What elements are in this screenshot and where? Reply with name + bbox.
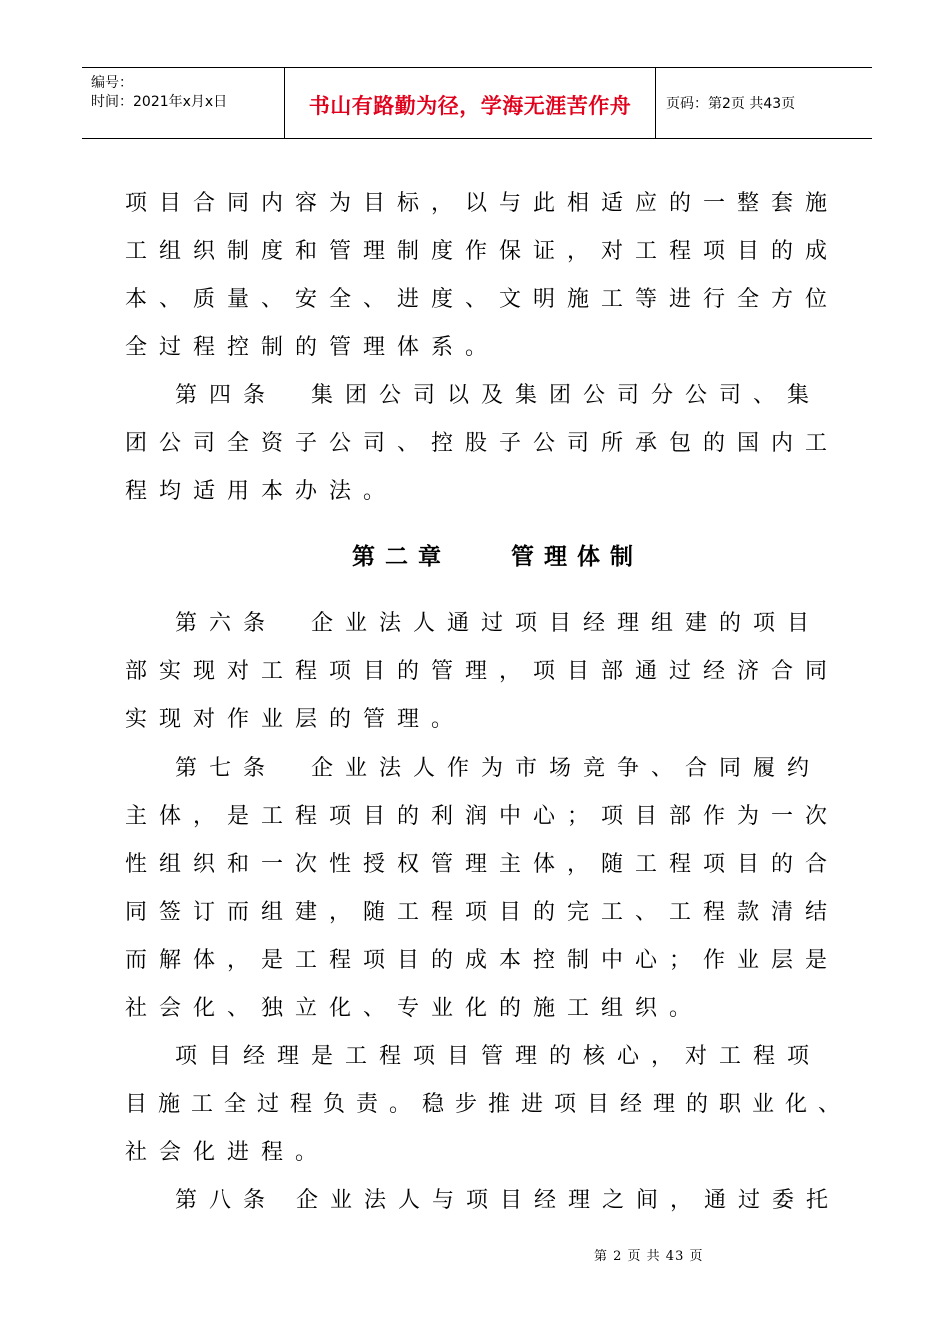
body-line: 目施工全过程负责。稳步推进项目经理的职业化、 <box>125 1092 852 1117</box>
paragraph-start-line: 项目经理是工程项目管理的核心，对工程项 <box>175 1044 822 1069</box>
document-number-label: 编号： <box>91 75 133 91</box>
header-page-cell <box>656 68 872 138</box>
header-motto: 书山有路勤为径，学海无涯苦作舟 <box>308 94 632 118</box>
chapter-title: 管理体制 <box>511 543 643 570</box>
article-4-heading-line: 第四条 集团公司以及集团公司分公司、集 <box>175 383 822 408</box>
body-line: 团公司全资子公司、控股子公司所承包的国内工 <box>125 431 840 456</box>
header-page-info: 页码：第2页 共43页 <box>666 96 796 112</box>
article-6-heading-line: 第六条 企业法人通过项目经理组建的项目 <box>175 611 822 636</box>
body-line: 社会化进程。 <box>125 1140 330 1165</box>
article-8-heading-line: 第八条 企业法人与项目经理之间，通过委托 <box>175 1188 840 1213</box>
body-line: 同签订而组建，随工程项目的完工、工程款清结 <box>125 900 840 925</box>
body-line: 项目合同内容为目标，以与此相适应的一整套施 <box>125 191 840 216</box>
body-line: 社会化、独立化、专业化的施工组织。 <box>125 996 704 1021</box>
body-line: 工组织制度和管理制度作保证，对工程项目的成 <box>125 239 840 264</box>
body-line: 本、质量、安全、进度、文明施工等进行全方位 <box>125 287 840 312</box>
page-footer: 第 2 页 共 43 页 <box>594 1249 704 1264</box>
document-header <box>82 67 872 139</box>
chapter-heading <box>352 538 643 571</box>
body-line: 而解体，是工程项目的成本控制中心；作业层是 <box>125 948 840 973</box>
body-line: 全过程控制的管理体系。 <box>125 335 500 360</box>
chapter-number: 第二章 <box>352 543 451 570</box>
header-meta-cell <box>82 68 284 138</box>
document-time-label: 时间：2021年x月x日 <box>91 94 228 110</box>
body-line: 部实现对工程项目的管理，项目部通过经济合同 <box>125 659 840 684</box>
body-line: 主体，是工程项目的利润中心；项目部作为一次 <box>125 804 840 829</box>
body-line: 实现对作业层的管理。 <box>125 707 466 732</box>
body-line: 程均适用本办法。 <box>125 479 398 504</box>
header-motto-cell <box>284 68 656 138</box>
body-line: 性组织和一次性授权管理主体，随工程项目的合 <box>125 852 840 877</box>
article-7-heading-line: 第七条 企业法人作为市场竞争、合同履约 <box>175 756 822 781</box>
